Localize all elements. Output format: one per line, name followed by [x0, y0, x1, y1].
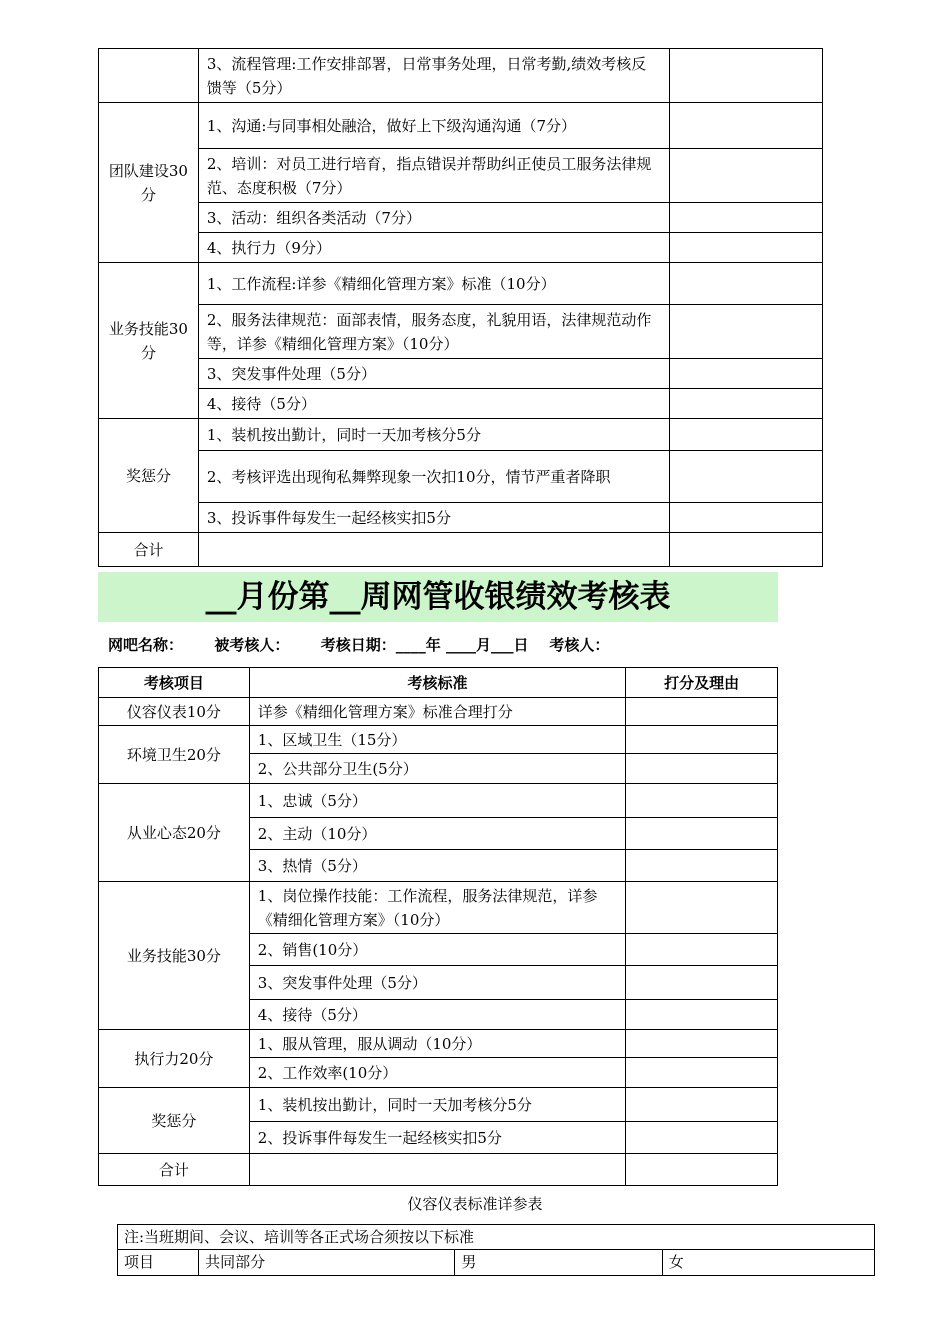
- standard-cell: 2、培训：对员工进行培育，指点错误并帮助纠正使员工服务法律规范、态度积极（7分）: [198, 149, 669, 203]
- standard-cell: 3、突发事件处理（5分）: [249, 966, 625, 1000]
- category-cell: 从业心态20分: [99, 784, 250, 882]
- note-cell: 注:当班期间、会议、培训等各正式场合须按以下标准: [118, 1225, 875, 1250]
- score-cell[interactable]: [626, 698, 778, 726]
- standard-cell: 3、投诉事件每发生一起经核实扣5分: [198, 503, 669, 533]
- standard-cell: 2、销售(10分）: [249, 934, 625, 966]
- assessment-table-continued: [98, 48, 823, 567]
- table-row: [99, 451, 823, 503]
- standard-cell: 2、工作效率(10分）: [249, 1058, 625, 1088]
- standard-cell: 4、执行力（9分）: [198, 233, 669, 263]
- total-label: 合计: [99, 533, 199, 567]
- col-item: 项目: [118, 1250, 199, 1276]
- category-cell: 业务技能30分: [99, 882, 250, 1030]
- header-standard: 考核标准: [249, 668, 625, 698]
- score-cell[interactable]: [626, 1058, 778, 1088]
- cashier-assessment-table: [98, 667, 778, 1186]
- category-cell: [99, 49, 199, 103]
- score-cell[interactable]: [626, 1088, 778, 1122]
- score-cell[interactable]: [626, 1000, 778, 1030]
- table-row: [99, 784, 778, 818]
- standard-cell: 详参《精细化管理方案》标准合理打分: [249, 698, 625, 726]
- score-cell[interactable]: [626, 934, 778, 966]
- table-row: [99, 359, 823, 389]
- table-row: [99, 419, 823, 451]
- score-cell[interactable]: [670, 503, 823, 533]
- score-cell[interactable]: [670, 359, 823, 389]
- standard-cell: 3、流程管理:工作安排部署，日常事务处理，日常考勤,绩效考核反馈等（5分）: [198, 49, 669, 103]
- table-row: [99, 103, 823, 149]
- standard-cell: 3、活动：组织各类活动（7分）: [198, 203, 669, 233]
- col-common: 共同部分: [199, 1250, 455, 1276]
- table-row: [99, 726, 778, 754]
- score-cell[interactable]: [670, 305, 823, 359]
- table-row: [99, 503, 823, 533]
- standard-cell: 1、工作流程:详参《精细化管理方案》标准（10分）: [198, 263, 669, 305]
- table-row: [99, 305, 823, 359]
- category-cell: 奖惩分: [99, 1088, 250, 1154]
- table-row: [99, 233, 823, 263]
- total-row: [99, 533, 823, 567]
- table-row: [99, 1088, 778, 1122]
- category-cell: 环境卫生20分: [99, 726, 250, 784]
- standard-cell: 1、装机按出勤计，同时一天加考核分5分: [249, 1088, 625, 1122]
- score-cell[interactable]: [626, 882, 778, 934]
- score-cell[interactable]: [626, 784, 778, 818]
- category-cell: 团队建设30分: [99, 103, 199, 263]
- total-row: [99, 1154, 778, 1186]
- form-title: __月份第__周网管收银绩效考核表: [98, 572, 778, 622]
- standard-cell: 2、考核评选出现徇私舞弊现象一次扣10分，情节严重者降职: [198, 451, 669, 503]
- netbar-label: 网吧名称：: [108, 636, 184, 654]
- total-score-cell[interactable]: [626, 1154, 778, 1186]
- category-cell: 业务技能30分: [99, 263, 199, 419]
- standard-cell: 4、接待（5分）: [249, 1000, 625, 1030]
- table-row: [99, 263, 823, 305]
- date-label: 考核日期：____年 ____月___日: [320, 636, 529, 654]
- standard-cell: 1、忠诚（5分）: [249, 784, 625, 818]
- standard-cell: 1、区域卫生（15分）: [249, 726, 625, 754]
- col-male: 男: [455, 1250, 662, 1276]
- appearance-standard-table: [117, 1224, 875, 1276]
- total-label: 合计: [99, 1154, 250, 1186]
- score-cell[interactable]: [670, 451, 823, 503]
- total-standard-cell: [198, 533, 669, 567]
- standard-cell: 2、公共部分卫生(5分）: [249, 754, 625, 784]
- appearance-standard-caption: 仪容仪表标准详参表: [407, 1195, 543, 1213]
- assessee-label: 被考核人：: [214, 636, 290, 654]
- standard-cell: 3、突发事件处理（5分）: [198, 359, 669, 389]
- header-item: 考核项目: [99, 668, 250, 698]
- score-cell[interactable]: [626, 818, 778, 850]
- table-row: [99, 203, 823, 233]
- total-score-cell[interactable]: [670, 533, 823, 567]
- standard-cell: 1、沟通:与同事相处融洽，做好上下级沟通沟通（7分）: [198, 103, 669, 149]
- table-row: [99, 49, 823, 103]
- total-standard-cell: [249, 1154, 625, 1186]
- score-cell[interactable]: [670, 233, 823, 263]
- table-row: [99, 882, 778, 934]
- col-female: 女: [662, 1250, 874, 1276]
- score-cell[interactable]: [626, 1122, 778, 1154]
- info-line: [108, 633, 609, 657]
- score-cell[interactable]: [670, 103, 823, 149]
- score-cell[interactable]: [670, 419, 823, 451]
- score-cell[interactable]: [626, 966, 778, 1000]
- table-row: [99, 698, 778, 726]
- category-cell: 执行力20分: [99, 1030, 250, 1088]
- standard-cell: 4、接待（5分）: [198, 389, 669, 419]
- assessor-label: 考核人：: [549, 636, 610, 654]
- header-score: 打分及理由: [626, 668, 778, 698]
- standard-cell: 1、装机按出勤计，同时一天加考核分5分: [198, 419, 669, 451]
- score-cell[interactable]: [626, 726, 778, 754]
- score-cell[interactable]: [670, 203, 823, 233]
- score-cell[interactable]: [626, 754, 778, 784]
- score-cell[interactable]: [626, 850, 778, 882]
- score-cell[interactable]: [626, 1030, 778, 1058]
- score-cell[interactable]: [670, 263, 823, 305]
- category-cell: 仪容仪表10分: [99, 698, 250, 726]
- category-cell: 奖惩分: [99, 419, 199, 533]
- table-row: [99, 149, 823, 203]
- standard-cell: 1、岗位操作技能：工作流程，服务法律规范，详参《精细化管理方案》（10分）: [249, 882, 625, 934]
- score-cell[interactable]: [670, 49, 823, 103]
- score-cell[interactable]: [670, 149, 823, 203]
- standard-cell: 2、投诉事件每发生一起经核实扣5分: [249, 1122, 625, 1154]
- score-cell[interactable]: [670, 389, 823, 419]
- standard-cell: 2、服务法律规范：面部表情，服务态度，礼貌用语，法律规范动作等，详参《精细化管理方案》（10分）: [198, 305, 669, 359]
- standard-cell: 1、服从管理，服从调动（10分）: [249, 1030, 625, 1058]
- table-row: [99, 389, 823, 419]
- standard-cell: 2、主动（10分）: [249, 818, 625, 850]
- table-row: [99, 1030, 778, 1058]
- standard-cell: 3、热情（5分）: [249, 850, 625, 882]
